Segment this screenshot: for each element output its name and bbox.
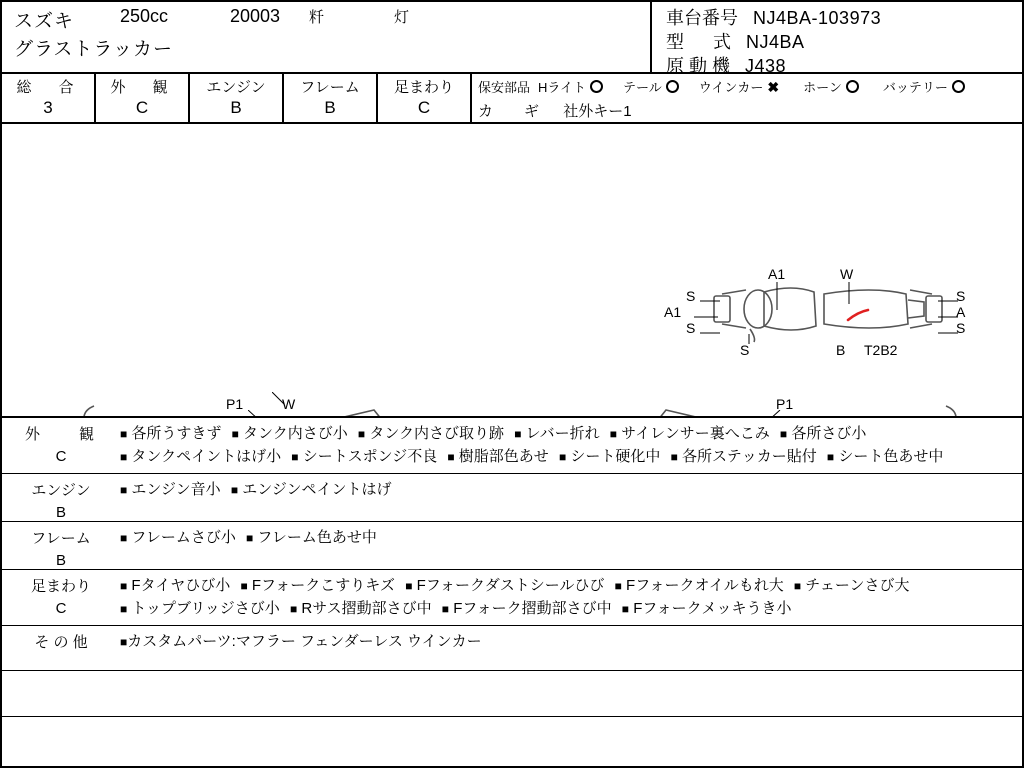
condition-title-suspension: 足まわり [30,578,91,595]
condition-item: 各所さび小 [791,425,867,442]
condition-title-engine: エンジン [31,482,91,499]
mileage-value: 20003 [230,6,281,26]
condition-grade-suspension: C [55,600,67,617]
grade-label-engine: エンジン [206,79,266,96]
leader-line [700,330,720,336]
leader-line [774,282,780,310]
grade-cell-exterior [96,74,190,122]
type-label-a: 型 [666,32,684,52]
leader-line [700,298,720,304]
diagram-label-right-P1: P1 [776,396,794,412]
vin-label: 車台番号 [666,8,738,28]
leader-line [694,314,718,320]
condition-item: 各所ステッカー貼付 [682,447,817,465]
condition-item: シート色あせ中 [838,447,944,465]
condition-item: シート硬化中 [570,447,661,465]
leader-line [746,334,752,344]
equipment-item-headlight [538,77,603,96]
leader-line [938,298,958,304]
equipment-item-horn [803,77,859,96]
check-ok-icon [952,80,965,93]
displacement: 250cc [120,6,169,26]
condition-items-engine: ■ エンジン音小 ■ エンジンペイントはげ [120,481,392,498]
grade-row [2,74,1022,124]
grade-value-frame: B [324,98,336,117]
equipment-title: 保安部品 [478,80,531,95]
check-ng-icon: ✖ [767,78,780,95]
check-ok-icon [590,80,603,93]
equipment-cell [472,74,1022,122]
equipment-item-winker [699,77,779,96]
condition-items-exterior: ■ 各所うすきず ■ タンク内さび小 ■ タンク内さび取り跡 ■ レバー折れ ■ サイレンサー裏へこみ ■ 各所さび小 ■ タンクペイントはげ小 ■ シートスポンジ不良 ■ 樹脂部色あせ ■ シート硬化中 ■ 各所ステッカー貼付 ■ シート色あせ中 [120,425,944,465]
key-value: 社外キー1 [563,103,632,120]
vin-row [666,4,881,30]
type-value: NJ4BA [746,32,805,52]
condition-item: フレーム色あせ中 [257,529,377,546]
condition-item: タンクペイントはげ小 [131,447,282,465]
grade-value-overall: 3 [43,98,53,117]
grade-cell-suspension [378,74,472,122]
condition-items-suspension: ■ Fタイヤひび小 ■ Fフォークこすりキズ ■ Fフォークダストシールひび ■ Fフォークオイルもれ大 ■ チェーンさび大 ■ トップブリッジさび小 ■ Rサス摺動部さび中 ■ Fフォーク摺動部さび中 ■ Fフォークメッキうき小 [120,577,910,617]
condition-item: Fフォークオイルもれ大 [626,577,784,594]
leader-line [846,282,852,304]
grade-value-exterior: C [135,98,149,117]
condition-item: サイレンサー裏へこみ [621,425,770,442]
condition-items-other: ■カスタムパーツ:マフラー フェンダーレス ウインカー [120,633,482,650]
condition-item: チェーンさび大 [805,577,910,594]
condition-grade-frame: B [55,552,66,569]
condition-item: 各所うすきず [131,425,222,442]
mileage-unit: 粁 [309,9,325,26]
diagram-label-left-P1: P1 [226,396,244,412]
condition-item: Fタイヤひび小 [131,577,231,594]
condition-item: トップブリッジさび小 [131,599,280,617]
equipment-name-battery: バッテリー [882,80,948,95]
equipment-items [478,77,1018,96]
grade-value-suspension: C [417,98,431,117]
diagram-label-top-W: W [840,266,854,282]
grade-cell-engine [190,74,284,122]
condition-row-blank [2,671,1022,717]
condition-head-exterior [2,418,120,473]
diagram-svg [2,124,1022,416]
leader-line [272,392,286,406]
condition-items-blank [120,671,1022,716]
condition-head-blank [2,671,120,716]
mileage-kind: 灯 [394,9,410,26]
diagram-label-top-S-upper-left: S [686,288,696,304]
header [2,2,1022,74]
leader-line [758,410,782,418]
condition-item: Rサス摺動部さび中 [301,599,432,617]
type-label-b: 式 [713,32,732,52]
diagram-label-top-S-upper-right: S [956,288,966,304]
diagram-label-top-A1: A1 [768,266,786,282]
engine-label: 原 動 機 [666,56,731,76]
condition-item: 樹脂部色あせ [458,447,549,465]
equipment-item-taillight [623,77,679,96]
condition-grade-exterior: C [55,448,67,465]
diagram-label-top-S-lower-left: S [686,320,696,336]
grade-value-engine: B [230,98,242,117]
diagram-label-left-W: W [282,396,296,412]
condition-item: エンジンペイントはげ [242,481,392,498]
condition-item: Fフォークダストシールひび [416,577,605,594]
type-row [666,28,805,54]
key-row [478,100,632,121]
equipment-name-winker: ウインカー [698,80,764,95]
condition-item: Fフォークメッキうき小 [633,599,792,617]
condition-item: タンク内さび小 [243,425,348,442]
equipment-item-battery [883,77,965,96]
condition-head-engine [2,474,120,521]
condition-row-frame [2,522,1022,570]
condition-head-suspension [2,570,120,625]
condition-head-other [2,626,120,670]
grade-label-overall: 総 合 [16,79,80,96]
damage-diagram [2,124,1022,418]
diagram-label-top-B: B [836,342,846,358]
model-name: グラストラッカー [14,39,174,60]
condition-title-other: そ の 他 [34,634,88,651]
grade-label-suspension: 足まわり [393,79,454,96]
condition-item: フレームさび小 [131,529,236,546]
header-left [2,2,650,72]
condition-item: タンク内さび取り跡 [369,425,505,442]
equipment-name-headlight: Hライト [538,80,587,95]
key-label: カ ギ [478,103,548,120]
condition-item: エンジン音小 [131,481,221,498]
engine-value: J438 [745,56,787,76]
diagram-label-top-A1-left: A1 [664,304,682,320]
vin-value: NJ4BA-103973 [753,8,882,28]
diagram-label-top-A-right: A [956,304,966,320]
grade-label-frame: フレーム [300,79,360,96]
diagram-label-top-S-lower-right: S [956,320,966,336]
condition-row-exterior [2,418,1022,474]
check-ok-icon [666,80,679,93]
leader-line [248,410,272,418]
diagram-label-top-T2B2: T2B2 [864,342,898,358]
condition-row-other [2,626,1022,671]
diagram-label-top-S-bottom: S [740,342,750,358]
condition-item: Fフォークこすりキズ [251,577,396,594]
condition-title-frame: フレーム [31,530,91,547]
equipment-name-horn: ホーン [803,80,842,95]
condition-item: Fフォーク摺動部さび中 [453,599,612,617]
grade-cell-overall [2,74,96,122]
header-right [650,2,1022,76]
maker-name: スズキ [14,11,75,32]
equipment-name-taillight: テール [623,80,662,95]
grade-cell-frame [284,74,378,122]
leader-line [938,330,958,336]
condition-row-suspension [2,570,1022,626]
leader-line [938,314,958,320]
condition-grade-engine: B [55,504,66,521]
grade-label-exterior: 外 観 [110,79,174,96]
check-ok-icon [846,80,859,93]
condition-item: カスタムパーツ:マフラー フェンダーレス ウインカー [127,633,482,650]
condition-head-frame [2,522,120,569]
condition-title-exterior: 外 観 [24,426,97,443]
condition-item: シートスポンジ不良 [302,447,438,465]
condition-item: レバー折れ [525,425,600,442]
condition-row-engine [2,474,1022,522]
condition-items-frame: ■ フレームさび小 ■ フレーム色あせ中 [120,529,377,546]
